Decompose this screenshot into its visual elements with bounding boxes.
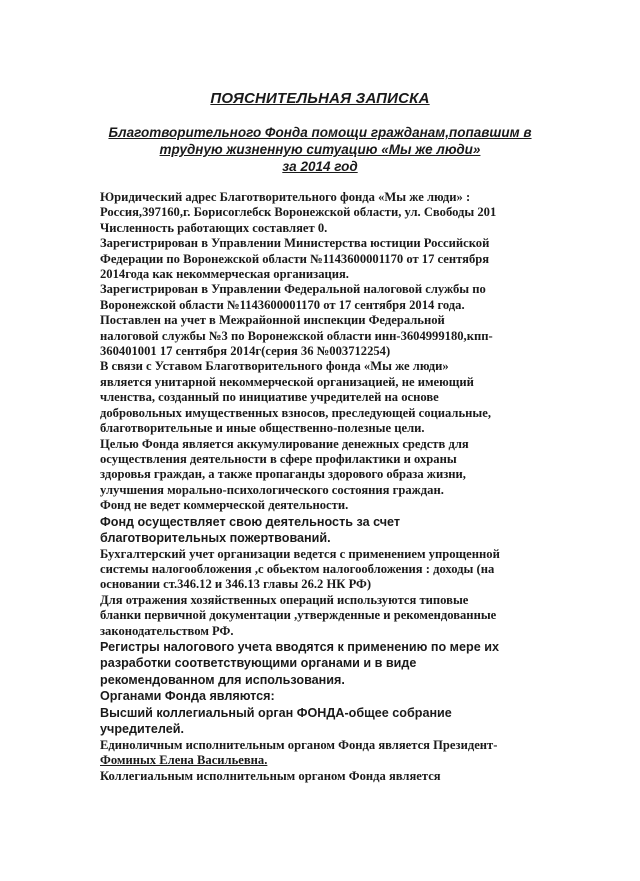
text-line: Поставлен на учет в Межрайонной инспекции Федеральной [100, 313, 445, 328]
document-subtitle [90, 124, 550, 175]
subtitle-line: трудную жизненную ситуацию «Мы же люди» [159, 142, 481, 157]
text-line: Единоличным исполнительным органом Фонда является Президент- [100, 737, 498, 752]
text-line: законодательством РФ. [100, 623, 234, 638]
text-line: является унитарной некоммерческой организацией, не имеющий [100, 374, 474, 389]
text-line: Органами Фонда являются: [100, 689, 275, 704]
subtitle-line: Благотворительного Фонда помощи гражданам,попавшим в [108, 125, 532, 140]
text-line: Коллегиальным исполнительным органом Фонда является [100, 768, 441, 783]
text-line: бланки первичной документации ,утвержденные и рекомендованные [100, 608, 497, 623]
text-line: основании ст.346.12 и 346.13 главы 26.2 НК РФ) [100, 577, 372, 592]
document-title: ПОЯСНИТЕЛЬНАЯ ЗАПИСКА [210, 90, 430, 107]
text-line: налоговой службы №3 по Воронежской области инн-3604999180,кпп- [100, 328, 493, 343]
text-line: Юридический адрес Благотворительного фонда «Мы же люди» : [100, 190, 471, 204]
text-line: Бухгалтерский учет организации ведется с применением упрощенной [100, 546, 500, 561]
text-line: здоровья граждан, а также пропаганды здорового образа жизни, [100, 467, 466, 482]
text-line: Фоминых Елена Васильевна. [100, 753, 268, 768]
text-line: Регистры налогового учета вводятся к применению по мере их [100, 639, 499, 654]
text-line: улучшения морально-психологического состояния граждан. [100, 482, 444, 497]
text-line: Для отражения хозяйственных операций используются типовые [100, 592, 469, 607]
document-body [100, 190, 552, 784]
text-line: Фонд не ведет коммерческой деятельности. [100, 498, 349, 513]
text-line: Высший коллегиальный орган ФОНДА-общее собрание [100, 705, 452, 720]
text-line: Зарегистрирован в Управлении Федеральной налоговой службы по [100, 282, 486, 297]
text-line: рекомендованном для использования. [100, 672, 345, 687]
text-line: благотворительные и иные общественно-полезные цели. [100, 421, 425, 436]
text-line: Воронежской области №1143600001170 от 17 сентября 2014 года. [100, 297, 465, 312]
text-line: благотворительных пожертвований. [100, 531, 331, 546]
text-line: Численность работающих составляет 0. [100, 220, 328, 235]
text-line: В связи с Уставом Благотворительного фонда «Мы же люди» [100, 359, 449, 374]
text-line: Зарегистрирован в Управлении Министерства юстиции Российской [100, 236, 490, 251]
text-line: осуществления деятельности в сфере профилактики и охраны [100, 451, 457, 466]
text-line: учредителей. [100, 722, 184, 737]
text-line: членства, созданный по инициативе учредителей на основе [100, 390, 439, 405]
text-line: 2014года как некоммерческая организация. [100, 267, 349, 282]
text-line: разработки соответствующими органами и в виде [100, 656, 417, 671]
text-line: системы налогообложения ,с обьектом налогообложения : доходы (на [100, 561, 495, 576]
text-line: Федерации по Воронежской области №1143600001170 от 17 сентября [100, 251, 490, 266]
text-line: 360401001 17 сентября 2014г(серия 36 №003712254) [100, 344, 391, 359]
text-line: Фонд осуществляет свою деятельность за счет [100, 514, 401, 529]
text-line: Россия,397160,г. Борисоглебск Воронежской области, ул. Свободы 201 [100, 205, 497, 220]
text-line: Целью Фонда является аккумулирование денежных средств для [100, 436, 469, 451]
text-line: добровольных имущественных взносов, преследующей социальные, [100, 405, 491, 420]
subtitle-line: за 2014 год [282, 159, 358, 174]
